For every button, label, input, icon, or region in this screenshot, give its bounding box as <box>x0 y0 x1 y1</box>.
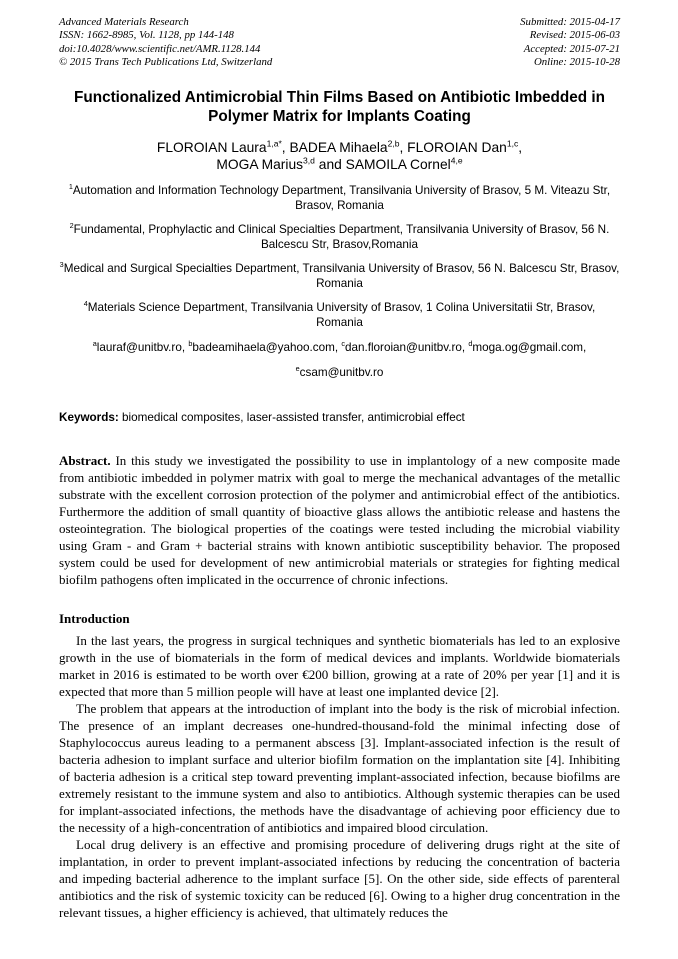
journal-doi: doi:10.4028/www.scientific.net/AMR.1128.144 <box>59 42 261 55</box>
accepted-date: Accepted: 2015-07-21 <box>523 42 620 55</box>
intro-paragraph-1: In the last years, the progress in surgical techniques and synthetic biomaterials has led to an explosive growth in the use of biomaterials in the form of medical devices and implants. Worldwide biomaterials market in 2016 is estimated to be worth over €200 billion, growing at a rate of 20% per year [1] and it is expected that more than 5 million people will have at least one implanted device [2]. <box>59 632 620 699</box>
journal-info <box>59 16 272 69</box>
submission-dates <box>520 16 620 69</box>
affiliation-1: $^1$Automation and Information Technology Department, Transilvania University of Brasov, 5 M. Viteazu Str, Brasov, Romania <box>68 182 611 212</box>
affiliation-3: $^3$Medical and Surgical Specialties Department, Transilvania University of Brasov, 56 N. Balcescu Str, Brasov, Romania <box>59 260 620 290</box>
affiliation-2: $^2$Fundamental, Prophylactic and Clinical Specialties Department, Transilvania University of Brasov, 56 N. Balcescu Str, Brasov,Romania <box>69 221 610 251</box>
keywords-line: Keywords: biomedical composites, laser-assisted transfer, antimicrobial effect <box>59 410 465 424</box>
intro-paragraph-3: Local drug delivery is an effective and promising procedure of delivering drugs right at the site of implantation, in order to prevent implant-associated infections by reducing the concentration of bacteria and impeding bacterial adherence to the implant surface [5]. On the other side, side effects of parenteral antibiotics and the risk of systemic toxicity can be reduced [6]. Owing to a higher drug concentration in the relevant tissues, a higher efficiency is achieved, that ultimately reduces the <box>59 836 620 920</box>
authors-block <box>59 139 620 174</box>
authors-line-1: FLOROIAN Laura$^{1,a*}$, BADEA Mihaela$^{2,b}$, FLOROIAN Dan$^{1,c}$, <box>156 138 523 155</box>
journal-name: Advanced Materials Research <box>59 16 189 28</box>
journal-header <box>59 16 620 69</box>
online-date: Online: 2015-10-28 <box>533 55 620 68</box>
intro-paragraph-2: The problem that appears at the introduction of implant into the body is the risk of microbial infection. The presence of an implant decreases one-hundred-thousand-fold the minimal infecting dose of Staphylococcus aureus leading to a permanent abscess [3]. Implant-associated infection is the result of bacteria adhesion to implant surface and ulterior biofilm formation on the implantation site [4]. Inhibiting of bacteria adhesion is a critical step toward preventing implant-associated infection, because biofilms are extremely resistant to the immune system and also to antibiotics. Although systemic therapies can be used for implant-associated infections, the methods have the disadvantage of achieving poor efficiency due to the necessity of a high-concentration of antibiotics and impaired blood circulation. <box>59 700 620 835</box>
journal-copyright: © 2015 Trans Tech Publications Ltd, Switzerland <box>59 55 273 68</box>
author-emails-line-2: $^e$csam@unitbv.ro <box>295 364 384 379</box>
revised-date: Revised: 2015-06-03 <box>529 29 620 42</box>
author-emails-line-1: $^a$lauraf@unitbv.ro, $^b$badeamihaela@yahoo.com, $^c$dan.floroian@unitbv.ro, $^d$moga.og@gmail.com, <box>92 339 587 354</box>
journal-issn-volume: ISSN: 1662-8985, Vol. 1128, pp 144-148 <box>59 29 234 42</box>
affiliation-4: $^4$Materials Science Department, Transilvania University of Brasov, 1 Colina Universitatii Str, Brasov, Romania <box>83 299 596 329</box>
abstract-paragraph: Abstract. In this study we investigated the possibility to use in implantology of a new composite made from antibiotic imbedded in polymer matrix with goal to merge the mechanical advantages of the metallic substrate with the excellent corrosion protection of the polymer and antimicrobial effect of the antibiotics. Furthermore the addition of small quantity of bioactive glass allows the antibiotic release and hastens the osteointegration. The biological properties of the coatings were tested including the microbial viability using Gram - and Gram + bacterial strains with known antibiotic susceptibility behavior. The proposed system could be used for development of new antimicrobial materials or strategies for fighting medical biofilm pathogens often implicated in the occurrence of chronic infections. <box>59 452 620 587</box>
authors-line-2: MOGA Marius$^{3,d}$ and SAMOILA Cornel$^{4,e}$ <box>216 155 463 173</box>
submitted-date: Submitted: 2015-04-17 <box>520 16 620 28</box>
paper-title: Functionalized Antimicrobial Thin Films Based on Antibiotic Imbedded in Polymer Matrix for Implants Coating <box>74 89 605 126</box>
section-heading-introduction: Introduction <box>59 610 130 626</box>
